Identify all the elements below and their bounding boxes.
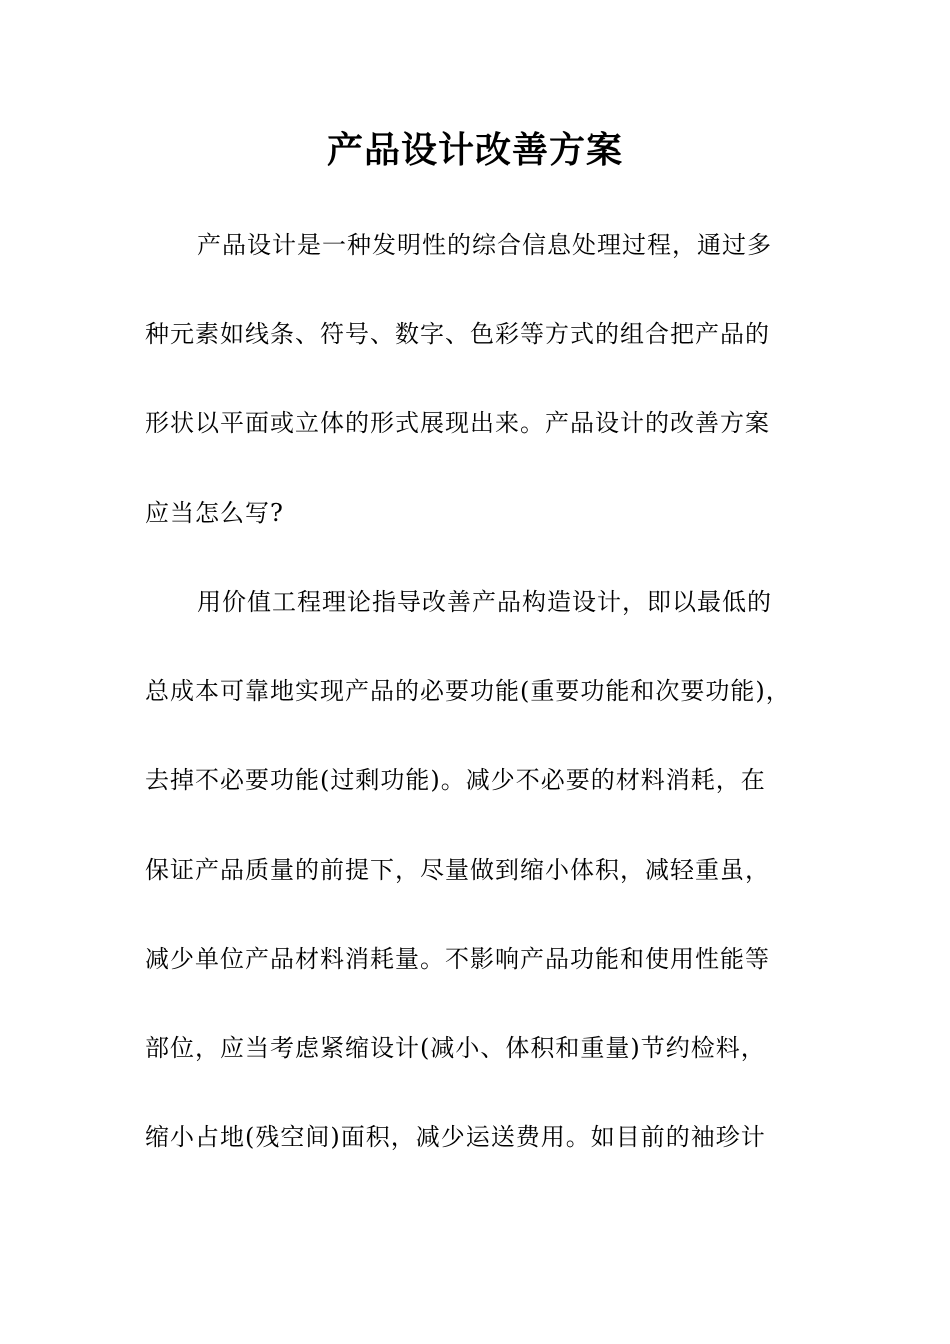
paragraph-line: 用价值工程理论指导改善产品构造设计，即以最低的 [197,588,772,616]
document-title: 产品设计改善方案 [326,129,623,171]
paragraph-line: 应当怎么写? [145,499,284,527]
paragraph-line: 形状以平面或立体的形式展现出来。产品设计的改善方案 [145,409,770,437]
paragraph-line: 部位，应当考虑紧缩设计(减小、体积和重量)节约检料， [145,1034,766,1062]
paragraph-line: 去掉不必要功能(过剩功能)。减少不必要的材料消耗，在 [145,766,766,794]
paragraph-line: 总成本可靠地实现产品的必要功能(重要功能和次要功能)， [145,677,791,705]
paragraph-line: 保证产品质量的前提下，尽量做到缩小体积，减轻重虽， [145,856,770,884]
paragraph-line: 缩小占地(残空间)面积，减少运送费用。如目前的袖珍计 [145,1123,766,1151]
paragraph-line: 减少单位产品材料消耗量。不影响产品功能和使用性能等 [145,945,770,973]
paragraph-line: 种元素如线条、符号、数字、色彩等方式的组合把产品的 [145,320,770,348]
paragraph-line: 产品设计是一种发明性的综合信息处理过程，通过多 [197,231,772,259]
